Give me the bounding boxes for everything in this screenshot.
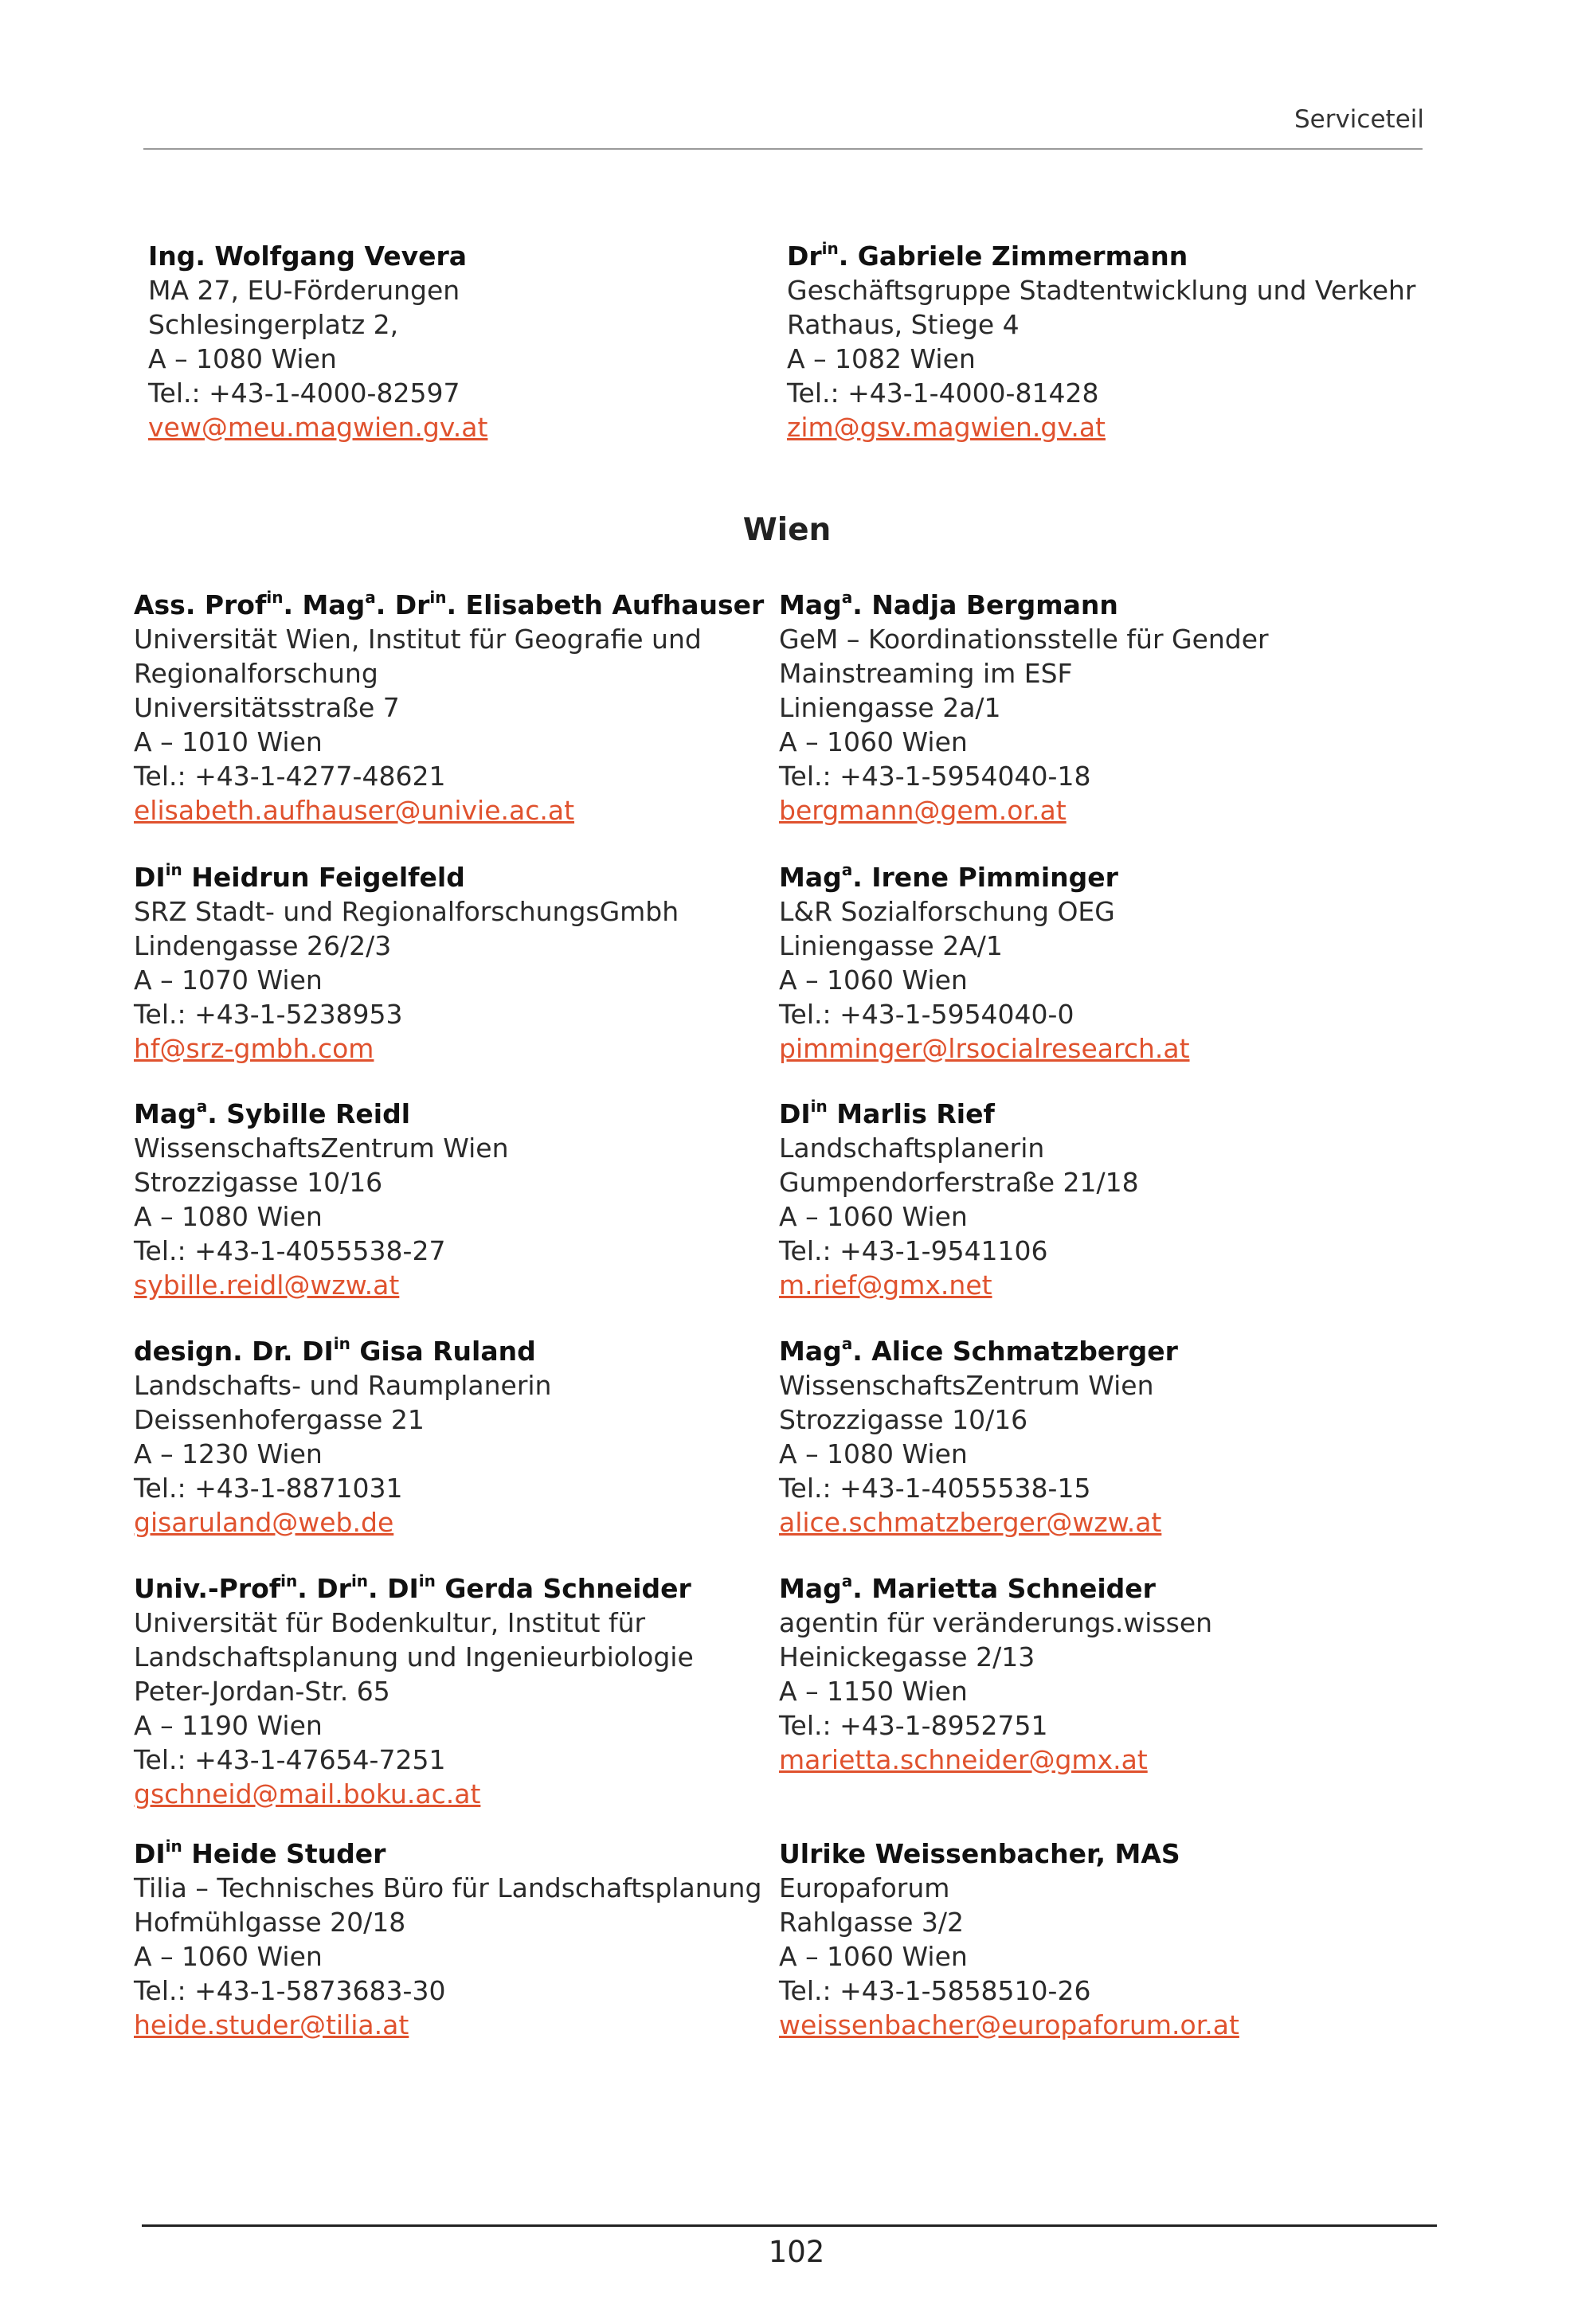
- contact-detail-line: Tel.: +43-1-5954040-18: [779, 761, 1091, 792]
- contact-detail-line: Tel.: +43-1-4000-82597: [148, 378, 460, 409]
- contact-name-text: . Nadja Bergmann: [852, 589, 1118, 620]
- contact-card: [779, 1837, 1480, 2042]
- contact-name-superscript: in: [165, 860, 182, 879]
- contact-name-part: Ass. Prof: [134, 589, 267, 620]
- contact-card: [134, 1097, 835, 1302]
- contact-email-link[interactable]: zim@gsv.magwien.gv.at: [787, 412, 1106, 443]
- contact-name-part: Univ.-Prof: [134, 1573, 281, 1604]
- contact-email-link[interactable]: bergmann@gem.or.at: [779, 795, 1067, 826]
- contact-name-text: . Alice Schmatzberger: [852, 1336, 1178, 1367]
- contact-detail-line: Liniengasse 2a/1: [779, 692, 1001, 723]
- contact-name-part: . Mag: [283, 589, 366, 620]
- contact-name: [134, 860, 835, 894]
- contact-name-superscript: a: [841, 860, 853, 879]
- contact-detail-line: Tel.: +43-1-4000-81428: [787, 378, 1099, 409]
- contact-card: [779, 1334, 1480, 1540]
- contact-detail-line: A – 1150 Wien: [779, 1676, 968, 1707]
- contact-detail-line: A – 1080 Wien: [148, 343, 337, 374]
- contact-name-superscript: a: [365, 588, 376, 607]
- page-number: 102: [768, 2235, 825, 2269]
- header-rule: [143, 148, 1423, 150]
- contact-name: [779, 1837, 1480, 1871]
- contact-name-superscript: in: [810, 1097, 828, 1116]
- footer-rule: [142, 2224, 1437, 2227]
- contact-name: [134, 1571, 835, 1606]
- contact-name-part: Mag: [779, 1573, 842, 1604]
- contact-name: [134, 1097, 835, 1131]
- contact-detail-line: Tel.: +43-1-4277-48621: [134, 761, 446, 792]
- contact-name-text: Ing. Wolfgang Vevera: [148, 241, 468, 272]
- contact-detail-line: Landschaftsplanung und Ingenieurbiologie: [134, 1641, 694, 1673]
- contact-name: [779, 860, 1480, 894]
- contact-name-text: . Marietta Schneider: [852, 1573, 1156, 1604]
- contact-email-link[interactable]: elisabeth.aufhauser@univie.ac.at: [134, 795, 575, 826]
- contact-name-part: DI: [134, 862, 166, 893]
- contact-email-link[interactable]: weissenbacher@europaforum.or.at: [779, 2009, 1239, 2040]
- contact-name-text: . Irene Pimminger: [852, 862, 1118, 893]
- contact-name-text: Gisa Ruland: [350, 1336, 536, 1367]
- contact-card: [779, 1571, 1480, 1777]
- contact-detail-line: Tel.: +43-1-5858510-26: [779, 1975, 1091, 2006]
- contact-card: [779, 1097, 1480, 1302]
- contact-detail-line: Tel.: +43-1-5238953: [134, 999, 403, 1030]
- contact-name-part: DI: [134, 1838, 166, 1869]
- contact-detail-line: Gumpendorferstraße 21/18: [779, 1167, 1139, 1198]
- contact-name-part: Mag: [779, 1336, 842, 1367]
- contact-detail-line: A – 1060 Wien: [779, 1201, 968, 1232]
- contact-detail-line: Lindengasse 26/2/3: [134, 930, 392, 961]
- contact-card: [148, 239, 849, 444]
- contact-detail-line: Europaforum: [779, 1872, 950, 1903]
- contact-email-link[interactable]: gisaruland@web.de: [134, 1507, 394, 1538]
- contact-detail-line: A – 1082 Wien: [787, 343, 976, 374]
- contact-detail-line: SRZ Stadt- und RegionalforschungsGmbh: [134, 896, 679, 927]
- contact-detail-line: Hofmühlgasse 20/18: [134, 1907, 406, 1938]
- contact-email-link[interactable]: marietta.schneider@gmx.at: [779, 1744, 1148, 1775]
- contact-name-superscript: in: [418, 1571, 436, 1590]
- contact-name-text: Gerda Schneider: [435, 1573, 691, 1604]
- contact-detail-line: Landschaftsplanerin: [779, 1133, 1045, 1164]
- contact-name-superscript: in: [280, 1571, 298, 1590]
- contact-name: [779, 1097, 1480, 1131]
- contact-name-text: Heide Studer: [182, 1838, 386, 1869]
- contact-name-text: . Gabriele Zimmermann: [838, 241, 1188, 272]
- contact-detail-line: Geschäftsgruppe Stadtentwicklung und Verkehr: [787, 275, 1416, 306]
- contact-detail-line: Heinickegasse 2/13: [779, 1641, 1035, 1673]
- contact-detail-line: Rahlgasse 3/2: [779, 1907, 964, 1938]
- contact-detail-line: GeM – Koordinationsstelle für Gender: [779, 624, 1269, 655]
- contact-name-text: Marlis Rief: [827, 1098, 995, 1129]
- contact-name-part: . DI: [368, 1573, 419, 1604]
- section-heading-wien: Wien: [742, 512, 832, 548]
- contact-name: [134, 1334, 835, 1368]
- contact-email-link[interactable]: m.rief@gmx.net: [779, 1270, 992, 1301]
- contact-detail-line: Deissenhofergasse 21: [134, 1404, 425, 1435]
- contact-name-text: . Sybille Reidl: [207, 1098, 411, 1129]
- contact-name: [787, 239, 1488, 273]
- contact-detail-line: WissenschaftsZentrum Wien: [134, 1133, 509, 1164]
- contact-card: [779, 860, 1480, 1066]
- contact-detail-line: A – 1230 Wien: [134, 1438, 323, 1469]
- contact-card: [134, 588, 835, 827]
- contact-name-text: . Elisabeth Aufhauser: [446, 589, 765, 620]
- contact-name-part: . Dr: [375, 589, 430, 620]
- contact-name: [134, 588, 835, 622]
- contact-detail-line: Tel.: +43-1-4055538-27: [134, 1235, 446, 1266]
- contact-name-part: Dr: [787, 241, 822, 272]
- contact-email-link[interactable]: hf@srz-gmbh.com: [134, 1033, 374, 1064]
- contact-email-link[interactable]: heide.studer@tilia.at: [134, 2009, 409, 2040]
- contact-card: [779, 588, 1480, 827]
- contact-detail-line: Tel.: +43-1-9541106: [779, 1235, 1048, 1266]
- contact-name-text: Ulrike Weissenbacher, MAS: [779, 1838, 1180, 1869]
- contact-name-part: Mag: [134, 1098, 197, 1129]
- contact-email-link[interactable]: gschneid@mail.boku.ac.at: [134, 1778, 481, 1810]
- contact-name-text: Heidrun Feigelfeld: [182, 862, 465, 893]
- contact-detail-line: Tel.: +43-1-8871031: [134, 1473, 403, 1504]
- contact-card: [134, 1837, 835, 2042]
- contact-detail-line: Landschafts- und Raumplanerin: [134, 1370, 552, 1401]
- contact-detail-line: Tel.: +43-1-47654-7251: [134, 1744, 446, 1775]
- contact-name-superscript: a: [196, 1097, 208, 1116]
- contact-email-link[interactable]: vew@meu.magwien.gv.at: [148, 412, 488, 443]
- contact-detail-line: A – 1190 Wien: [134, 1710, 323, 1741]
- contact-name-part: DI: [779, 1098, 811, 1129]
- contact-detail-line: Universität für Bodenkultur, Institut für: [134, 1607, 646, 1638]
- contact-name-part: design. Dr. DI: [134, 1336, 334, 1367]
- contact-name: [779, 1571, 1480, 1606]
- contact-detail-line: Mainstreaming im ESF: [779, 658, 1073, 689]
- contact-detail-line: Schlesingerplatz 2,: [148, 309, 399, 340]
- contact-name-part: Mag: [779, 862, 842, 893]
- contact-detail-line: A – 1080 Wien: [134, 1201, 323, 1232]
- contact-card: [134, 1571, 835, 1811]
- contact-detail-line: L&R Sozialforschung OEG: [779, 896, 1115, 927]
- contact-name-superscript: in: [266, 588, 284, 607]
- contact-detail-line: Tel.: +43-1-8952751: [779, 1710, 1048, 1741]
- contact-detail-line: A – 1080 Wien: [779, 1438, 968, 1469]
- contact-detail-line: Strozzigasse 10/16: [134, 1167, 383, 1198]
- contact-name-part: . Dr: [297, 1573, 351, 1604]
- contact-name-part: Mag: [779, 589, 842, 620]
- contact-email-link[interactable]: pimminger@lrsocialresearch.at: [779, 1033, 1190, 1064]
- contact-detail-line: A – 1010 Wien: [134, 726, 323, 757]
- contact-detail-line: Universität Wien, Institut für Geografie und: [134, 624, 702, 655]
- contact-detail-line: WissenschaftsZentrum Wien: [779, 1370, 1154, 1401]
- contact-detail-line: Tel.: +43-1-4055538-15: [779, 1473, 1091, 1504]
- contact-detail-line: MA 27, EU-Förderungen: [148, 275, 460, 306]
- contact-name-superscript: in: [165, 1837, 182, 1856]
- contact-detail-line: Tilia – Technisches Büro für Landschaftsplanung: [134, 1872, 762, 1903]
- contact-name: [779, 588, 1480, 622]
- contact-detail-line: agentin für veränderungs.wissen: [779, 1607, 1213, 1638]
- contact-detail-line: Rathaus, Stiege 4: [787, 309, 1020, 340]
- contact-detail-line: A – 1060 Wien: [779, 1941, 968, 1972]
- contact-name-superscript: a: [841, 1334, 853, 1353]
- contact-detail-line: Universitätsstraße 7: [134, 692, 400, 723]
- contact-detail-line: Strozzigasse 10/16: [779, 1404, 1028, 1435]
- running-header: Serviceteil: [1294, 105, 1424, 134]
- contact-name-superscript: a: [841, 588, 853, 607]
- contact-name: [134, 1837, 835, 1871]
- contact-detail-line: Tel.: +43-1-5954040-0: [779, 999, 1074, 1030]
- contact-name-superscript: in: [821, 239, 839, 258]
- contact-name: [779, 1334, 1480, 1368]
- contact-card: [134, 860, 835, 1066]
- contact-detail-line: A – 1060 Wien: [779, 964, 968, 996]
- contact-detail-line: Peter-Jordan-Str. 65: [134, 1676, 390, 1707]
- contact-detail-line: Tel.: +43-1-5873683-30: [134, 1975, 446, 2006]
- contact-name-superscript: in: [350, 1571, 369, 1590]
- contact-email-link[interactable]: alice.schmatzberger@wzw.at: [779, 1507, 1162, 1538]
- contact-name: [148, 239, 849, 273]
- contact-card: [787, 239, 1488, 444]
- contact-name-superscript: in: [333, 1334, 350, 1353]
- contact-name-superscript: a: [841, 1571, 853, 1590]
- contact-card: [134, 1334, 835, 1540]
- contact-detail-line: Liniengasse 2A/1: [779, 930, 1003, 961]
- contact-name-superscript: in: [429, 588, 447, 607]
- contact-detail-line: A – 1060 Wien: [134, 1941, 323, 1972]
- contact-detail-line: A – 1070 Wien: [134, 964, 323, 996]
- contact-detail-line: Regionalforschung: [134, 658, 378, 689]
- contact-detail-line: A – 1060 Wien: [779, 726, 968, 757]
- contact-email-link[interactable]: sybille.reidl@wzw.at: [134, 1270, 400, 1301]
